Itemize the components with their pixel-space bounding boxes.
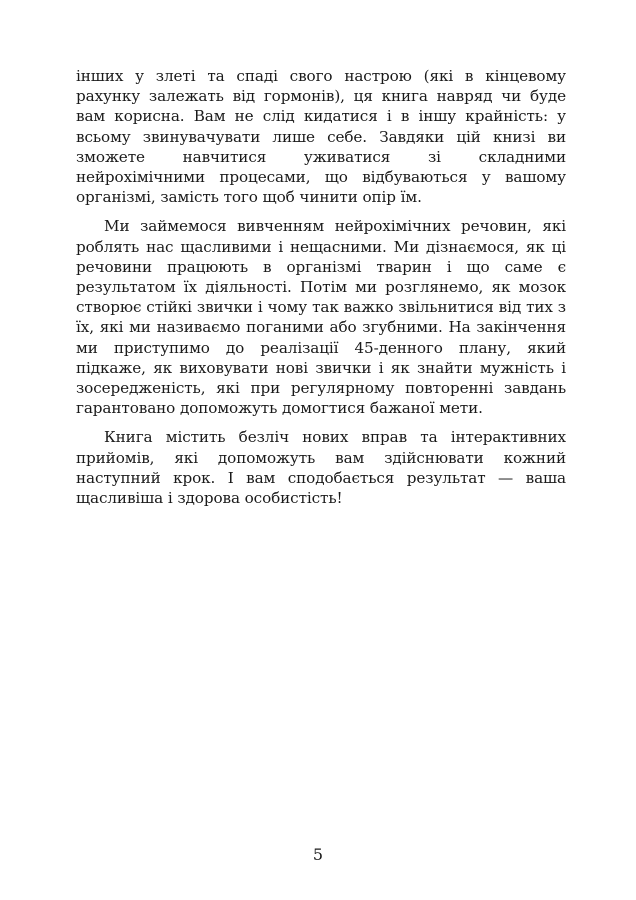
paragraph-neurochemicals: Ми займемося вивченням нейрохімічних речовин, які роблять нас щасливими і нещасними. Ми дізнаємося, як ці речовини працюють в організмі тварин і що саме є результатом їх діяльності. Потім ми розглянемо, як мозок створює стійкі звички і чому так важко звільнитися від тих з їх, які ми називаємо поганими або згубними. На закінчення ми приступимо до реалізації 45-денного плану, який підкаже, як виховувати нові звички і як знайти мужність і зосередженість, які при регулярному повторенні завдань гарантовано допоможуть домогтися бажаної мети. <box>76 217 566 418</box>
paragraph-exercises: Книга містить безліч нових вправ та інтерактивних прийомів, які допоможуть вам здійснювати кожний наступний крок. І вам сподобається результат — ваша щасливіша і здорова особистість! <box>76 428 566 508</box>
body-text <box>76 66 566 508</box>
paragraph-continuation: інших у злеті та спаді свого настрою (які в кінцевому рахунку залежать від гормонів), ця книга навряд чи буде вам корисна. Вам не слід кидатися і в іншу крайність: у всьому звинувачувати лише себе. Завдяки цій книзі ви зможете навчитися уживатися зі складними нейрохімічними процесами, що відбуваються у вашому організмі, замість того щоб чинити опір їм. <box>76 67 566 207</box>
page-number: 5 <box>312 845 324 864</box>
